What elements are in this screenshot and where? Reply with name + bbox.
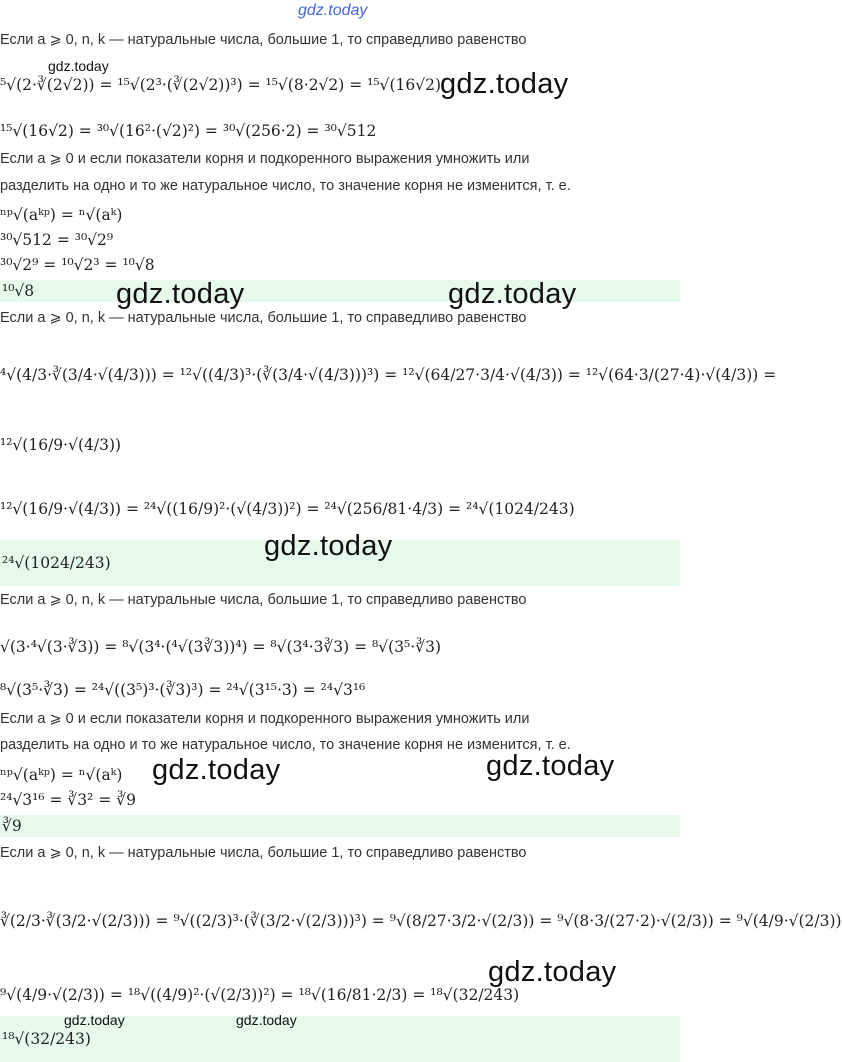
math-step: ¹²√(16/9·√(4/3)) = ²⁴√((16/9)²·(√(4/3))²) = ²⁴√(256/81·4/3) = ²⁴√(1024/243) — [0, 500, 575, 518]
rule-text-1: Если a ⩾ 0, n, k — натуральные числа, большие 1, то справедливо равенство — [0, 32, 527, 48]
property-formula: ⁿᵖ√(aᵏᵖ) = ⁿ√(aᵏ) — [0, 206, 123, 224]
property-text: Если a ⩾ 0 и если показатели корня и подкоренного выражения умножить или — [0, 151, 530, 167]
watermark: gdz.today — [264, 530, 393, 562]
math-step: ³⁰√512 = ³⁰√2⁹ — [0, 231, 114, 249]
property-text: Если a ⩾ 0 и если показатели корня и подкоренного выражения умножить или — [0, 711, 530, 727]
watermark-top: gdz.today — [298, 2, 368, 19]
rule-text-2: Если a ⩾ 0, n, k — натуральные числа, большие 1, то справедливо равенство — [0, 310, 527, 326]
watermark: gdz.today — [440, 68, 569, 100]
rule-text-3: Если a ⩾ 0, n, k — натуральные числа, большие 1, то справедливо равенство — [0, 592, 527, 608]
rule-text-4: Если a ⩾ 0, n, k — натуральные числа, большие 1, то справедливо равенство — [0, 845, 527, 861]
watermark: gdz.today — [486, 750, 615, 782]
watermark: gdz.today — [48, 58, 109, 74]
property-formula: ⁿᵖ√(aᵏᵖ) = ⁿ√(aᵏ) — [0, 766, 123, 784]
property-text: разделить на одно и то же натуральное число, то значение корня не изменится, т. е. — [0, 737, 571, 753]
math-step: ⁴√(4/3·∛(3/4·√(4/3))) = ¹²√((4/3)³·(∛(3/4·√(4/3)))³) = ¹²√(64/27·3/4·√(4/3)) = ¹²√(64·3/(27·4)·√(4/3)) = — [0, 366, 777, 384]
property-text: разделить на одно и то же натуральное число, то значение корня не изменится, т. е. — [0, 178, 571, 194]
watermark: gdz.today — [116, 278, 245, 310]
math-step: ¹²√(16/9·√(4/3)) — [0, 436, 122, 454]
watermark: gdz.today — [236, 1012, 297, 1028]
math-step: √(3·⁴√(3·∛3)) = ⁸√(3⁴·(⁴√(3∛3))⁴) = ⁸√(3⁴·3∛3) = ⁸√(3⁵·∛3) — [0, 638, 441, 656]
watermark: gdz.today — [488, 956, 617, 988]
math-step: ¹⁵√(16√2) = ³⁰√(16²·(√2)²) = ³⁰√(256·2) = ³⁰√512 — [0, 122, 377, 140]
watermark: gdz.today — [64, 1012, 125, 1028]
math-step: ³⁰√2⁹ = ¹⁰√2³ = ¹⁰√8 — [0, 256, 155, 274]
math-step: ⁸√(3⁵·∛3) = ²⁴√((3⁵)³·(∛3)³) = ²⁴√(3¹⁵·3) = ²⁴√3¹⁶ — [0, 681, 366, 699]
answer: ¹⁰√8 — [2, 282, 35, 300]
math-step: ²⁴√3¹⁶ = ∛3² = ∛9 — [0, 791, 136, 809]
answer: ²⁴√(1024/243) — [2, 554, 111, 572]
watermark: gdz.today — [448, 278, 577, 310]
watermark: gdz.today — [152, 754, 281, 786]
math-step: ⁹√(4/9·√(2/3)) = ¹⁸√((4/9)²·(√(2/3))²) = ¹⁸√(16/81·2/3) = ¹⁸√(32/243) — [0, 986, 520, 1004]
math-step: ⁵√(2·∛(2√2)) = ¹⁵√(2³·(∛(2√2))³) = ¹⁵√(8·2√2) = ¹⁵√(16√2) — [0, 76, 441, 94]
math-step: ∛(2/3·∛(3/2·√(2/3))) = ⁹√((2/3)³·(∛(3/2·√(2/3)))³) = ⁹√(8/27·3/2·√(2/3)) = ⁹√(8·3/(27·2)·√(2/3)) = ⁹√(4/9·√(2/3)) — [0, 912, 842, 930]
answer: ∛9 — [2, 817, 22, 835]
answer: ¹⁸√(32/243) — [2, 1030, 91, 1048]
